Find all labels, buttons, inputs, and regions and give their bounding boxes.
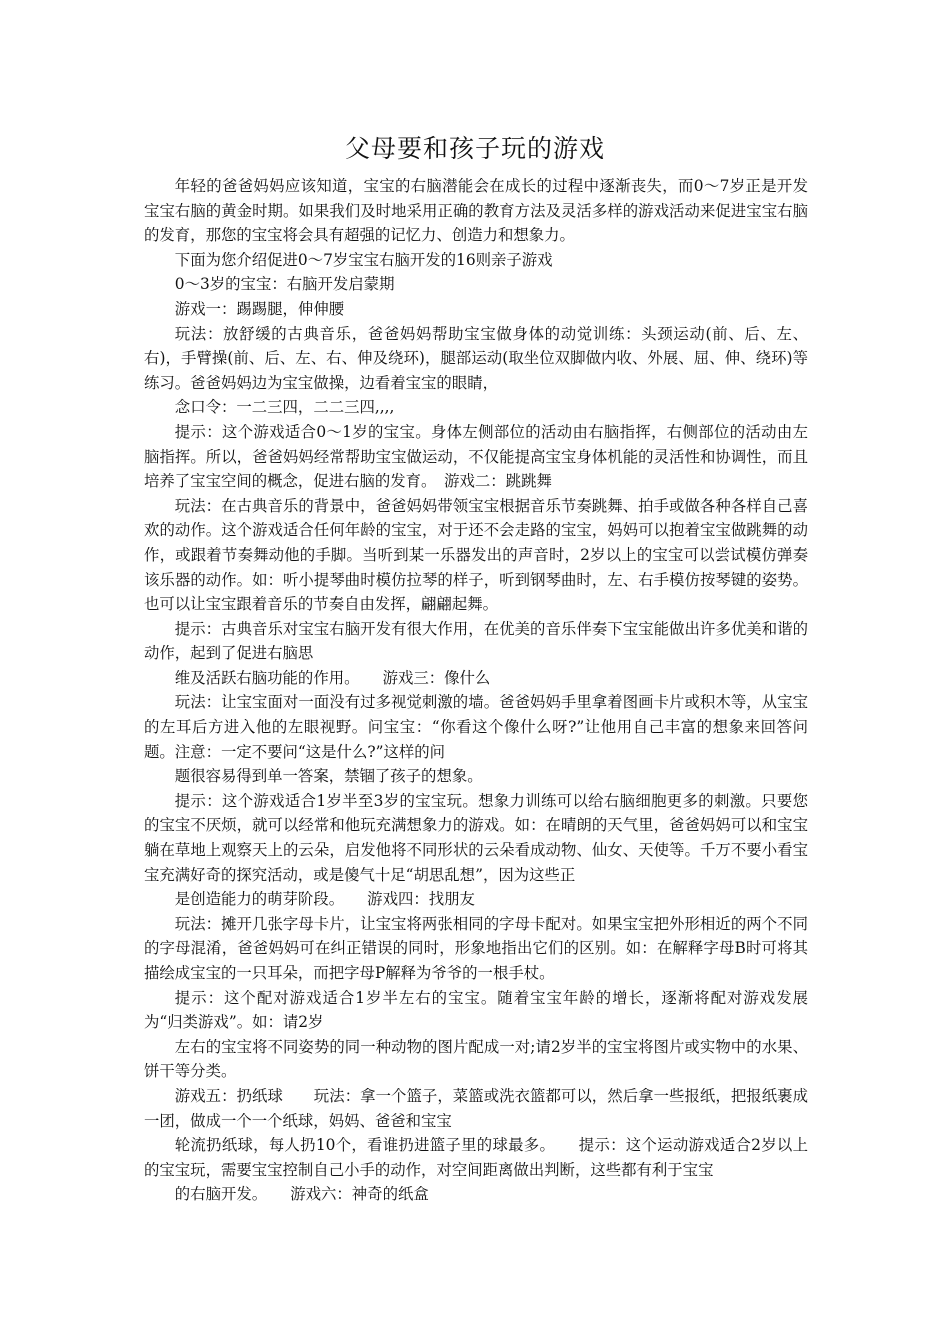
paragraph: 维及活跃右脑功能的作用。 游戏三：像什么	[174, 668, 491, 687]
paragraph: 念口令：一二三四，二二三四,,,,	[174, 398, 395, 417]
paragraph: 玩法：让宝宝面对一面没有过多视觉刺激的墙。爸爸妈妈手里拿着图画卡片或积木等，从宝宝的左耳后方进入他的左眼视野。问宝宝：“你看这个像什么呀?”让他用自己丰富的想象来回答问题。注意：一定不要问“这是什么?”这样的问	[144, 693, 808, 761]
paragraph: 左右的宝宝将不同姿势的同一种动物的图片配成一对;请2岁半的宝宝将图片或实物中的水果、饼干等分类。	[144, 1037, 808, 1081]
paragraph: 是创造能力的萌芽阶段。 游戏四：找朋友	[174, 890, 475, 909]
document-body	[144, 174, 808, 1207]
paragraph: 轮流扔纸球，每人扔10个，看谁扔进篮子里的球最多。 提示：这个运动游戏适合2岁以上的宝宝玩，需要宝宝控制自己小手的动作，对空间距离做出判断，这些都有利于宝宝	[144, 1136, 808, 1179]
paragraph: 游戏一：踢踢腿，伸伸腰	[174, 299, 345, 318]
paragraph: 提示：这个游戏适合0～1岁的宝宝。身体左侧部位的活动由右脑指挥，右侧部位的活动由左脑指挥。所以，爸爸妈妈经常帮助宝宝做运动，不仅能提高宝宝身体机能的灵活性和协调性，而且培养了宝宝空间的概念，促进右脑的发育。 游戏二：跳跳舞	[144, 422, 808, 491]
paragraph: 的右脑开发。 游戏六：神奇的纸盒	[174, 1185, 429, 1204]
document-title: 父母要和孩子玩的游戏	[344, 134, 605, 163]
paragraph: 玩法：放舒缓的古典音乐，爸爸妈妈帮助宝宝做身体的动觉训练：头颈运动(前、后、左、右)，手臂操(前、后、左、右、伸及绕环)，腿部运动(取坐位双脚做内收、外展、屈、伸、绕环)等练习。爸爸妈妈边为宝宝做操，边看着宝宝的眼睛，	[144, 324, 808, 392]
paragraph: 提示：古典音乐对宝宝右脑开发有很大作用，在优美的音乐伴奏下宝宝能做出许多优美和谐的动作，起到了促进右脑思	[144, 619, 808, 663]
paragraph: 玩法：摊开几张字母卡片，让宝宝将两张相同的字母卡配对。如果宝宝把外形相近的两个不同的字母混淆，爸爸妈妈可在纠正错误的同时，形象地指出它们的区别。如：在解释字母B时可将其描绘成宝宝的一只耳朵，而把字母P解释为爷爷的一根手杖。	[144, 914, 808, 982]
paragraph: 0～3岁的宝宝：右脑开发启蒙期	[174, 275, 395, 294]
paragraph: 下面为您介绍促进0～7岁宝宝右脑开发的16则亲子游戏	[174, 250, 553, 269]
paragraph: 年轻的爸爸妈妈应该知道，宝宝的右脑潜能会在成长的过程中逐渐丧失，而0～7岁正是开发宝宝右脑的黄金时期。如果我们及时地采用正确的教育方法及灵活多样的游戏活动来促进宝宝右脑的发育，那您的宝宝将会具有超强的记忆力、创造力和想象力。	[144, 177, 808, 245]
paragraph: 题很容易得到单一答案，禁锢了孩子的想象。	[174, 767, 483, 786]
paragraph: 提示：这个配对游戏适合1岁半左右的宝宝。随着宝宝年龄的增长，逐渐将配对游戏发展为“归类游戏”。如：请2岁	[144, 988, 808, 1032]
paragraph: 玩法：在古典音乐的背景中，爸爸妈妈带领宝宝根据音乐节奏跳舞、拍手或做各种各样自己喜欢的动作。这个游戏适合任何年龄的宝宝，对于还不会走路的宝宝，妈妈可以抱着宝宝做跳舞的动作，或跟着节奏舞动他的手脚。当听到某一乐器发出的声音时，2岁以上的宝宝可以尝试模仿弹奏该乐器的动作。如：听小提琴曲时模仿拉琴的样子，听到钢琴曲时，左、右手模仿按琴键的姿势。也可以让宝宝跟着音乐的节奏自由发挥，翩翩起舞。	[144, 496, 808, 614]
paragraph: 游戏五：扔纸球 玩法：拿一个篮子，菜篮或洗衣篮都可以，然后拿一些报纸，把报纸裹成一团，做成一个一个纸球，妈妈、爸爸和宝宝	[144, 1086, 808, 1130]
paragraph: 提示：这个游戏适合1岁半至3岁的宝宝玩。想象力训练可以给右脑细胞更多的刺激。只要您的宝宝不厌烦，就可以经常和他玩充满想象力的游戏。如：在晴朗的天气里，爸爸妈妈可以和宝宝躺在草地上观察天上的云朵，启发他将不同形状的云朵看成动物、仙女、天使等。千万不要小看宝宝充满好奇的探究活动，或是傻气十足“胡思乱想”，因为这些正	[144, 791, 808, 884]
